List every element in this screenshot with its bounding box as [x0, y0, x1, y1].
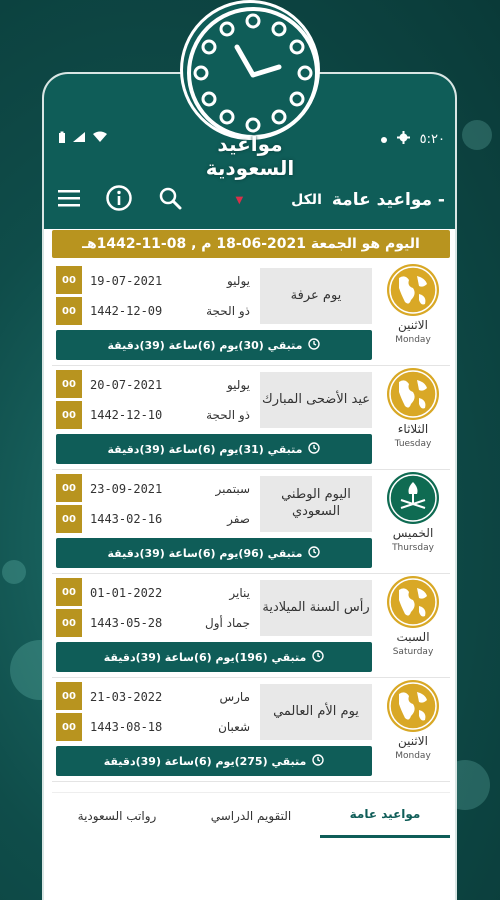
- pill-top: 00: [56, 682, 82, 710]
- time-pills: [56, 578, 82, 638]
- globe-icon: [387, 680, 439, 732]
- bottom-tabs: [52, 792, 450, 838]
- today-banner: اليوم هو الجمعة 2021-06-18 م , 08-11-1442هـ: [52, 230, 450, 258]
- hijri-date: 1442-12-10: [90, 408, 163, 422]
- day-arabic: السبت: [396, 630, 430, 644]
- status-time: ٥:٢٠: [419, 131, 445, 147]
- phone-frame: [42, 72, 457, 900]
- day-english: Monday: [395, 751, 431, 761]
- remaining-bar: [56, 746, 372, 776]
- notification-dot-icon: [381, 132, 387, 147]
- day-arabic: الخميس: [392, 526, 434, 540]
- hijri-date: 1443-08-18: [90, 720, 163, 734]
- event-dates: [90, 370, 250, 430]
- wifi-icon: [92, 131, 108, 147]
- page-title: مواعيد عامة -: [331, 190, 445, 210]
- clock-icon: [312, 754, 324, 769]
- event-card[interactable]: [52, 262, 450, 366]
- menu-icon[interactable]: [58, 189, 80, 211]
- hijri-month: جماد أول: [204, 616, 250, 630]
- gregorian-date: 19-07-2021: [90, 274, 163, 288]
- day-arabic: الثلاثاء: [397, 422, 429, 436]
- dropdown-caret-icon: ▼: [235, 194, 244, 206]
- gregorian-month: يوليو: [226, 274, 250, 288]
- pill-bottom: 00: [56, 297, 82, 325]
- event-card[interactable]: [52, 470, 450, 574]
- gregorian-date: 20-07-2021: [90, 378, 163, 392]
- pill-bottom: 00: [56, 401, 82, 429]
- event-dates: [90, 578, 250, 638]
- hijri-month: ذو الحجة: [206, 304, 250, 318]
- pill-bottom: 00: [56, 505, 82, 533]
- event-name: رأس السنة الميلادية: [260, 580, 372, 636]
- gregorian-date: 21-03-2022: [90, 690, 163, 704]
- background-bokeh: [462, 120, 492, 150]
- logo-text: مواعيد السعودية: [205, 132, 295, 180]
- hijri-date: 1443-05-28: [90, 616, 163, 630]
- remaining-bar: [56, 642, 372, 672]
- search-icon[interactable]: [158, 186, 182, 214]
- pill-top: 00: [56, 266, 82, 294]
- event-dates: [90, 266, 250, 326]
- tab-general-dates[interactable]: مواعيد عامة: [320, 793, 450, 838]
- tab-academic-calendar[interactable]: التقويم الدراسي: [210, 808, 292, 823]
- event-name: يوم الأم العالمي: [260, 684, 372, 740]
- background-bokeh: [2, 560, 26, 584]
- filter-value: الكل: [291, 192, 322, 208]
- day-column: [378, 472, 448, 553]
- event-name: اليوم الوطني السعودي: [260, 476, 372, 532]
- time-pills: [56, 266, 82, 326]
- day-english: Tuesday: [394, 439, 432, 449]
- gregorian-month: يناير: [229, 586, 250, 600]
- pill-top: 00: [56, 370, 82, 398]
- battery-icon: [58, 131, 66, 148]
- day-column: [378, 680, 448, 761]
- hijri-date: 1442-12-09: [90, 304, 163, 318]
- gregorian-month: سبتمبر: [215, 482, 250, 496]
- event-name: يوم عرفة: [260, 268, 372, 324]
- time-pills: [56, 474, 82, 534]
- clock-icon: [312, 650, 324, 665]
- day-arabic: الاثنين: [398, 734, 428, 748]
- app-bar: [44, 172, 457, 228]
- info-icon[interactable]: [106, 185, 132, 215]
- remaining-text: متبقي (31)يوم (6)ساعة (39)دقيقة: [107, 442, 303, 456]
- globe-icon: [387, 264, 439, 316]
- time-pills: [56, 370, 82, 430]
- gregorian-date: 23-09-2021: [90, 482, 163, 496]
- day-arabic: الاثنين: [398, 318, 428, 332]
- pill-top: 00: [56, 578, 82, 606]
- filter-dropdown[interactable]: [235, 192, 321, 208]
- day-column: [378, 264, 448, 345]
- day-column: [378, 368, 448, 449]
- tab-salaries[interactable]: رواتب السعودية: [77, 808, 157, 823]
- pill-bottom: 00: [56, 713, 82, 741]
- time-pills: [56, 682, 82, 742]
- hijri-month: ذو الحجة: [206, 408, 250, 422]
- event-name: عيد الأضحى المبارك: [260, 372, 372, 428]
- events-list: [52, 262, 450, 782]
- day-english: Monday: [395, 335, 431, 345]
- pill-bottom: 00: [56, 609, 82, 637]
- globe-icon: [387, 368, 439, 420]
- remaining-text: متبقي (96)يوم (6)ساعة (39)دقيقة: [107, 546, 303, 560]
- globe-icon: [387, 576, 439, 628]
- remaining-bar: [56, 330, 372, 360]
- event-card[interactable]: [52, 574, 450, 678]
- gregorian-month: يوليو: [226, 378, 250, 392]
- event-dates: [90, 682, 250, 742]
- event-card[interactable]: [52, 678, 450, 782]
- saudi-emblem-icon: [387, 472, 439, 524]
- event-card[interactable]: [52, 366, 450, 470]
- gregorian-date: 01-01-2022: [90, 586, 163, 600]
- remaining-text: متبقي (30)يوم (6)ساعة (39)دقيقة: [107, 338, 303, 352]
- signal-icon: [72, 131, 86, 147]
- clock-icon: [308, 338, 320, 353]
- day-english: Thursday: [392, 543, 434, 553]
- day-column: [378, 576, 448, 657]
- remaining-text: متبقي (196)يوم (6)ساعة (39)دقيقة: [103, 650, 307, 664]
- pill-top: 00: [56, 474, 82, 502]
- remaining-bar: [56, 434, 372, 464]
- settings-gear-icon: [397, 131, 410, 148]
- clock-logo-icon: [180, 0, 320, 140]
- hijri-month: شعبان: [218, 720, 250, 734]
- hijri-date: 1443-02-16: [90, 512, 163, 526]
- day-english: Saturday: [392, 647, 434, 657]
- hijri-month: صفر: [227, 512, 250, 526]
- clock-icon: [308, 546, 320, 561]
- event-dates: [90, 474, 250, 534]
- remaining-text: متبقي (275)يوم (6)ساعة (39)دقيقة: [103, 754, 307, 768]
- remaining-bar: [56, 538, 372, 568]
- gregorian-month: مارس: [219, 690, 250, 704]
- clock-icon: [308, 442, 320, 457]
